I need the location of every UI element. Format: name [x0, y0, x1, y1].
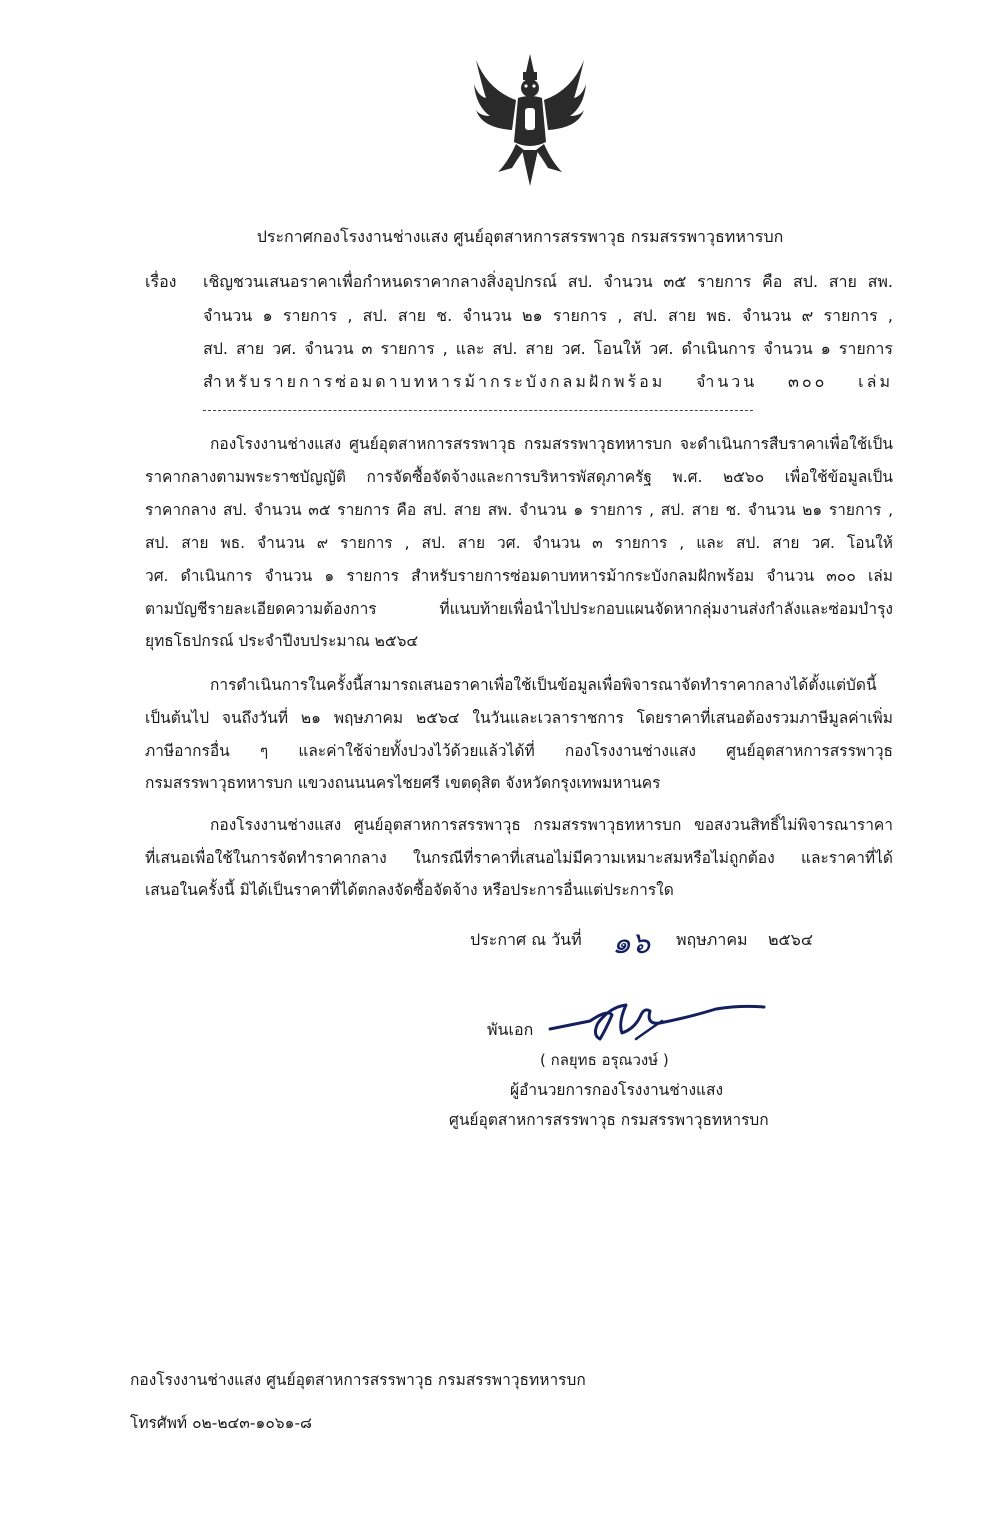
paragraph-line: เสนอในครั้งนี้ มิได้เป็นราคาที่ได้ตกลงจัดซื้อจัดจ้าง หรือประการอื่นแต่ประการใด: [145, 881, 674, 899]
paragraph-line: กรมสรรพาวุธทหารบก แขวงถนนนครไชยศรี เขตดุสิต จังหวัดกรุงเทพมหานคร: [145, 774, 661, 792]
paragraph-line: ยุทธโธปกรณ์ ประจำปีงบประมาณ ๒๕๖๔: [145, 632, 419, 650]
paragraph-line: ราคากลาง สป. จำนวน ๓๕ รายการ คือ สป. สาย สพ. จำนวน ๑ รายการ , สป. สาย ช. จำนวน ๒๑ รายการ ,: [145, 501, 893, 519]
divider: [203, 410, 753, 411]
signatory-position: ผู้อำนวยการกองโรงงานช่างแสง: [510, 1081, 724, 1099]
date-year: ๒๕๖๔: [768, 930, 813, 949]
paragraph-line: การดำเนินการในครั้งนี้สามารถเสนอราคาเพื่อใช้เป็นข้อมูลเพื่อพิจารณาจัดทำราคากลางได้ตั้งแต่บัดนี้: [210, 676, 877, 694]
date-month: พฤษภาคม: [676, 930, 748, 949]
subject-label: เรื่อง: [145, 272, 177, 291]
paragraph-line: ราคากลางตามพระราชบัญญัติ การจัดซื้อจัดจ้างและการบริหารพัสดุภาครัฐ พ.ศ. ๒๕๖๐ เพื่อใช้ข้อมูลเป็น: [145, 468, 893, 486]
paragraph-line: ภาษีอากรอื่น ๆ และค่าใช้จ่ายทั้งปวงไว้ด้วยแล้วได้ที่ กองโรงงานช่างแสง ศูนย์อุตสาหการสรรพาวุธ: [145, 742, 893, 760]
paragraph-line: เป็นต้นไป จนถึงวันที่ ๒๑ พฤษภาคม ๒๕๖๔ ในวันและเวลาราชการ โดยราคาที่เสนอต้องรวมภาษีมูลค่าเพิ่ม: [145, 709, 893, 727]
date-prefix: ประกาศ ณ วันที่: [470, 930, 582, 949]
footer-phone: โทรศัพท์ ๐๒-๒๔๓-๑๐๖๑-๘: [130, 1414, 313, 1432]
signatory-organization: ศูนย์อุตสาหการสรรพาวุธ กรมสรรพาวุธทหารบก: [449, 1111, 769, 1129]
subject-line: เชิญชวนเสนอราคาเพื่อกำหนดราคากลางสิ่งอุปกรณ์ สป. จำนวน ๓๕ รายการ คือ สป. สาย สพ.: [203, 272, 893, 291]
subject-line: สำหรับรายการซ่อมดาบทหารม้ากระบังกลมฝักพร้อม จำนวน ๓๐๐ เล่ม: [203, 372, 893, 391]
garuda-emblem-icon: [468, 50, 592, 190]
paragraph-line: สป. สาย พธ. จำนวน ๙ รายการ , สป. สาย วศ. จำนวน ๓ รายการ , และ สป. สาย วศ. โอนให้: [145, 534, 893, 552]
paragraph-line: วศ. ดำเนินการ จำนวน ๑ รายการ สำหรับรายการซ่อมดาบทหารม้ากระบังกลมฝักพร้อม จำนวน ๓๐๐ เล่ม: [145, 567, 893, 585]
subject-line: จำนวน ๑ รายการ , สป. สาย ช. จำนวน ๒๑ รายการ , สป. สาย พธ. จำนวน ๙ รายการ ,: [203, 306, 893, 325]
announcement-title: ประกาศกองโรงงานช่างแสง ศูนย์อุตสาหการสรรพาวุธ กรมสรรพาวุธทหารบก: [256, 227, 784, 246]
paragraph-line: ตามบัญชีรายละเอียดความต้องการ ที่แนบท้ายเพื่อนำไปประกอบแผนจัดหากลุ่มงานส่งกำลังและซ่อมบำรุง: [145, 600, 893, 618]
signatory-name: ( กลยุทธ อรุณวงษ์ ): [540, 1051, 669, 1069]
footer-organization: กองโรงงานช่างแสง ศูนย์อุตสาหการสรรพาวุธ กรมสรรพาวุธทหารบก: [130, 1371, 586, 1389]
date-day: ๑๖: [612, 926, 651, 961]
signatory-rank: พันเอก: [487, 1020, 534, 1039]
paragraph-line: กองโรงงานช่างแสง ศูนย์อุตสาหการสรรพาวุธ กรมสรรพาวุธทหารบก จะดำเนินการสืบราคาเพื่อใช้เป็น: [210, 435, 893, 453]
paragraph-line: กองโรงงานช่างแสง ศูนย์อุตสาหการสรรพาวุธ กรมสรรพาวุธทหารบก ขอสงวนสิทธิ์ไม่พิจารณาราคา: [210, 816, 893, 834]
subject-line: สป. สาย วศ. จำนวน ๓ รายการ , และ สป. สาย วศ. โอนให้ วศ. ดำเนินการ จำนวน ๑ รายการ: [203, 339, 893, 358]
handwritten-signature: [540, 995, 780, 1055]
paragraph-line: ที่เสนอเพื่อใช้ในการจัดทำราคากลาง ในกรณีที่ราคาที่เสนอไม่มีความเหมาะสมหรือไม่ถูกต้อง และราคาที่ได้: [145, 849, 893, 867]
